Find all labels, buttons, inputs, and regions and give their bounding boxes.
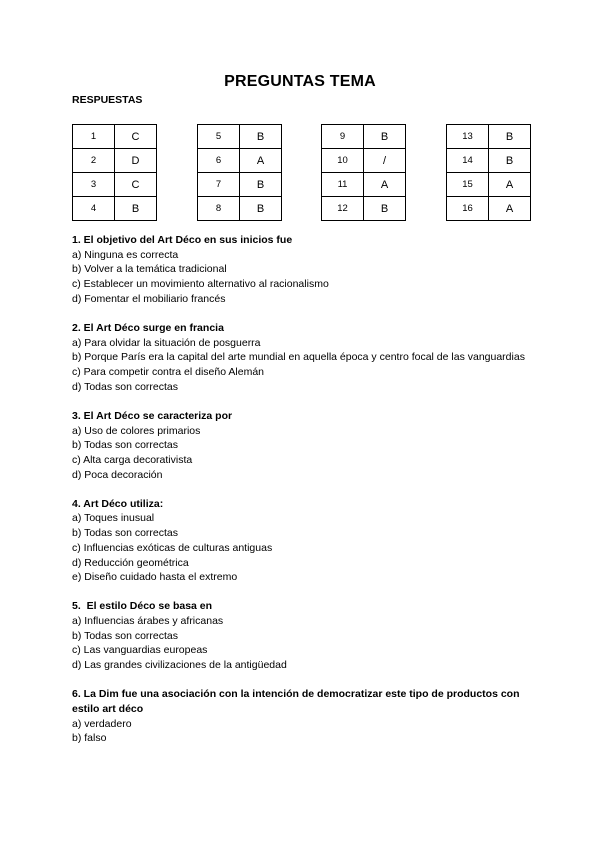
answer-option: b) Volver a la temática tradicional [72, 263, 227, 276]
answers-label: RESPUESTAS [72, 94, 143, 106]
answer-number: 6 [198, 149, 240, 173]
question-4 [72, 497, 542, 585]
answer-number: 4 [73, 197, 115, 221]
answer-option: b) falso [72, 732, 107, 745]
answer-number: 9 [322, 125, 364, 149]
question-1 [72, 233, 542, 307]
answer-number: 12 [322, 197, 364, 221]
answer-number: 14 [447, 149, 489, 173]
answer-option: a) Para olvidar la situación de posguerra [72, 336, 261, 349]
answer-table-1 [72, 124, 157, 221]
answer-value: B [489, 149, 531, 173]
answer-option: c) Establecer un movimiento alternativo al racionalismo [72, 278, 329, 291]
page-title: PREGUNTAS TEMA [224, 73, 376, 90]
answer-value: C [115, 173, 157, 197]
answer-option: a) verdadero [72, 717, 132, 730]
answer-number: 10 [322, 149, 364, 173]
answer-value: A [240, 149, 282, 173]
answer-value: D [115, 149, 157, 173]
answer-option: a) Toques inusual [72, 512, 155, 525]
answer-number: 16 [447, 197, 489, 221]
answer-option: b) Todas son correctas [72, 629, 179, 642]
answer-table-3 [321, 124, 406, 221]
answer-value: C [115, 125, 157, 149]
answer-number: 15 [447, 173, 489, 197]
question-title: 2. El Art Déco surge en francia [72, 321, 224, 334]
answer-option: c) Para competir contra el diseño Alemán [72, 366, 265, 379]
answer-option: c) Alta carga decorativista [72, 453, 193, 466]
answer-option: a) Uso de colores primarios [72, 424, 201, 437]
answer-row [447, 197, 531, 221]
answer-row [73, 173, 157, 197]
answer-option: d) Fomentar el mobiliario francés [72, 292, 226, 305]
answer-option: d) Poca decoración [72, 468, 163, 481]
answer-option: c) Influencias exóticas de culturas antiguas [72, 541, 273, 554]
answer-value: B [240, 125, 282, 149]
question-6 [72, 687, 542, 746]
question-title: 1. El objetivo del Art Déco en sus inicios fue [72, 234, 293, 246]
question-list [72, 233, 542, 760]
answer-option: b) Todas son correctas [72, 527, 179, 540]
answer-row [198, 197, 282, 221]
answer-option: d) Reducción geométrica [72, 556, 189, 569]
answer-option: a) Influencias árabes y africanas [72, 615, 224, 628]
question-title: 3. El Art Déco se caracteriza por [72, 409, 233, 422]
answer-row [198, 125, 282, 149]
question-2 [72, 321, 542, 395]
answer-row [322, 197, 406, 221]
answer-number: 7 [198, 173, 240, 197]
question-title: 6. La Dim fue una asociación con la intención de democratizar este tipo de productos con estilo art déco [72, 688, 520, 715]
answer-value: B [364, 197, 406, 221]
answer-option: e) Diseño cuidado hasta el extremo [72, 571, 238, 584]
answer-option: d) Todas son correctas [72, 380, 179, 393]
answer-option: b) Porque París era la capital del arte mundial en aquella época y centro focal de las vanguardias [72, 351, 525, 364]
answer-value: B [364, 125, 406, 149]
answer-number: 1 [73, 125, 115, 149]
answer-option: b) Todas son correctas [72, 439, 179, 452]
answer-value: A [364, 173, 406, 197]
answer-option: a) Ninguna es correcta [72, 248, 179, 261]
answer-row [322, 149, 406, 173]
answer-value: / [364, 149, 406, 173]
answer-row [73, 125, 157, 149]
answer-row [447, 149, 531, 173]
answer-table-2 [197, 124, 282, 221]
answer-row [198, 173, 282, 197]
answer-row [447, 173, 531, 197]
answer-value: A [489, 197, 531, 221]
answer-value: B [489, 125, 531, 149]
answer-number: 11 [322, 173, 364, 197]
answer-value: B [240, 173, 282, 197]
answer-row [322, 125, 406, 149]
answer-row [198, 149, 282, 173]
answer-value: B [240, 197, 282, 221]
answer-row [322, 173, 406, 197]
answer-number: 13 [447, 125, 489, 149]
answer-row [73, 149, 157, 173]
question-title: 4. Art Déco utiliza: [72, 497, 164, 510]
answer-row [447, 125, 531, 149]
question-3 [72, 409, 542, 483]
question-5 [72, 599, 542, 673]
answer-table-4 [446, 124, 531, 221]
answer-value: A [489, 173, 531, 197]
answer-number: 5 [198, 125, 240, 149]
answer-row [73, 197, 157, 221]
answer-option: d) Las grandes civilizaciones de la antigüedad [72, 659, 287, 672]
answer-value: B [115, 197, 157, 221]
answer-number: 8 [198, 197, 240, 221]
answer-number: 2 [73, 149, 115, 173]
answer-option: c) Las vanguardias europeas [72, 644, 208, 657]
question-title: 5. El estilo Déco se basa en [72, 600, 213, 613]
answer-number: 3 [73, 173, 115, 197]
